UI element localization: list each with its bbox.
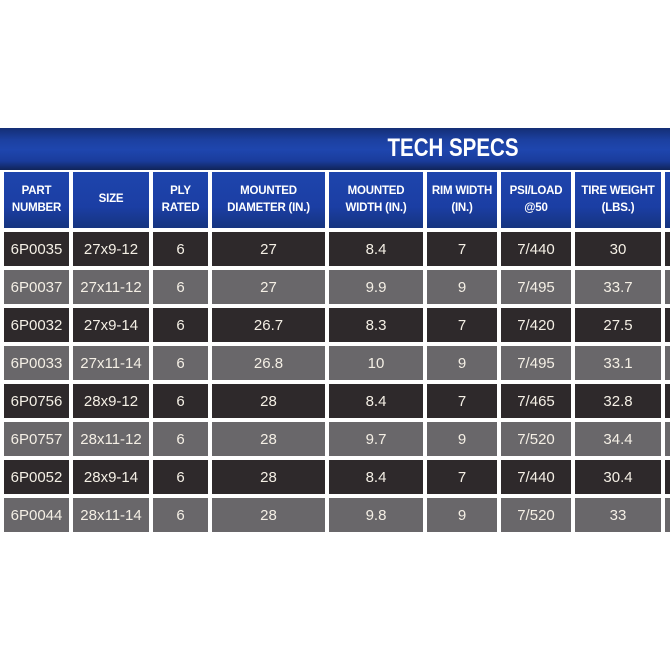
cell-mounted-width: 9.9 [329, 270, 423, 304]
cell-psi-load: 7/465 [501, 384, 571, 418]
cell-size: 28x9-12 [73, 384, 149, 418]
cell-part-number: 6P0756 [4, 384, 69, 418]
cell-size: 27x9-12 [73, 232, 149, 266]
cell-psi-load: 7/440 [501, 232, 571, 266]
clipped-column-cell [665, 460, 670, 494]
cell-rim-width: 7 [427, 308, 497, 342]
table-row [4, 460, 670, 494]
cell-mounted-width: 9.8 [329, 498, 423, 532]
column-header-size: SIZE [73, 172, 149, 228]
cell-mounted-width: 8.4 [329, 232, 423, 266]
cell-mounted-diameter: 28 [212, 422, 325, 456]
cell-ply-rated: 6 [153, 384, 208, 418]
column-header-rim-width: RIM WIDTH (IN.) [427, 172, 497, 228]
cell-rim-width: 9 [427, 498, 497, 532]
clipped-column-cell [665, 308, 670, 342]
clipped-column-cell [665, 270, 670, 304]
cell-size: 28x11-12 [73, 422, 149, 456]
cell-mounted-diameter: 27 [212, 232, 325, 266]
cell-ply-rated: 6 [153, 232, 208, 266]
cell-mounted-diameter: 26.8 [212, 346, 325, 380]
table-row [4, 232, 670, 266]
cell-rim-width: 9 [427, 346, 497, 380]
title-band [0, 128, 670, 170]
cell-tire-weight: 32.8 [575, 384, 661, 418]
cell-tire-weight: 30 [575, 232, 661, 266]
cell-psi-load: 7/495 [501, 270, 571, 304]
cell-rim-width: 7 [427, 384, 497, 418]
column-header-ply-rated: PLY RATED [153, 172, 208, 228]
cell-part-number: 6P0037 [4, 270, 69, 304]
cell-part-number: 6P0032 [4, 308, 69, 342]
cell-tire-weight: 33.1 [575, 346, 661, 380]
cell-part-number: 6P0757 [4, 422, 69, 456]
cell-ply-rated: 6 [153, 270, 208, 304]
cell-mounted-diameter: 27 [212, 270, 325, 304]
clipped-column-cell [665, 232, 670, 266]
column-header-mounted-diameter: MOUNTED DIAMETER (IN.) [212, 172, 325, 228]
cell-rim-width: 9 [427, 422, 497, 456]
cell-psi-load: 7/420 [501, 308, 571, 342]
cell-tire-weight: 33.7 [575, 270, 661, 304]
cell-rim-width: 9 [427, 270, 497, 304]
cell-psi-load: 7/440 [501, 460, 571, 494]
clipped-column-cell [665, 422, 670, 456]
cell-part-number: 6P0052 [4, 460, 69, 494]
cell-rim-width: 7 [427, 460, 497, 494]
column-header-psi-load: PSI/LOAD @50 [501, 172, 571, 228]
cell-psi-load: 7/495 [501, 346, 571, 380]
cell-mounted-diameter: 28 [212, 460, 325, 494]
cell-part-number: 6P0044 [4, 498, 69, 532]
cell-size: 27x11-12 [73, 270, 149, 304]
cell-mounted-width: 8.4 [329, 384, 423, 418]
cell-part-number: 6P0033 [4, 346, 69, 380]
cell-mounted-diameter: 28 [212, 384, 325, 418]
cell-size: 28x11-14 [73, 498, 149, 532]
column-header-tire-weight: TIRE WEIGHT (LBS.) [575, 172, 661, 228]
cell-ply-rated: 6 [153, 498, 208, 532]
table-row [4, 422, 670, 456]
table-row [4, 346, 670, 380]
cell-tire-weight: 30.4 [575, 460, 661, 494]
cell-mounted-width: 9.7 [329, 422, 423, 456]
clipped-column-cell [665, 346, 670, 380]
table-row [4, 384, 670, 418]
clipped-column-cell [665, 384, 670, 418]
cell-size: 28x9-14 [73, 460, 149, 494]
cell-ply-rated: 6 [153, 460, 208, 494]
cell-part-number: 6P0035 [4, 232, 69, 266]
cell-mounted-diameter: 28 [212, 498, 325, 532]
cell-ply-rated: 6 [153, 422, 208, 456]
table-row [4, 308, 670, 342]
cell-mounted-width: 8.4 [329, 460, 423, 494]
cell-tire-weight: 27.5 [575, 308, 661, 342]
clipped-column-cell [665, 498, 670, 532]
tech-specs-table [0, 168, 670, 536]
cell-mounted-width: 10 [329, 346, 423, 380]
cell-ply-rated: 6 [153, 308, 208, 342]
cell-tire-weight: 34.4 [575, 422, 661, 456]
column-header-mounted-width: MOUNTED WIDTH (IN.) [329, 172, 423, 228]
cell-psi-load: 7/520 [501, 498, 571, 532]
clipped-column-header [665, 172, 670, 228]
table-row [4, 270, 670, 304]
column-header-part-number: PART NUMBER [4, 172, 69, 228]
cell-rim-width: 7 [427, 232, 497, 266]
table-title: TECH SPECS [387, 133, 519, 162]
cell-size: 27x11-14 [73, 346, 149, 380]
table-row [4, 498, 670, 532]
cell-psi-load: 7/520 [501, 422, 571, 456]
cell-mounted-diameter: 26.7 [212, 308, 325, 342]
header-row [4, 172, 670, 228]
cell-size: 27x9-14 [73, 308, 149, 342]
cell-mounted-width: 8.3 [329, 308, 423, 342]
cell-ply-rated: 6 [153, 346, 208, 380]
cell-tire-weight: 33 [575, 498, 661, 532]
